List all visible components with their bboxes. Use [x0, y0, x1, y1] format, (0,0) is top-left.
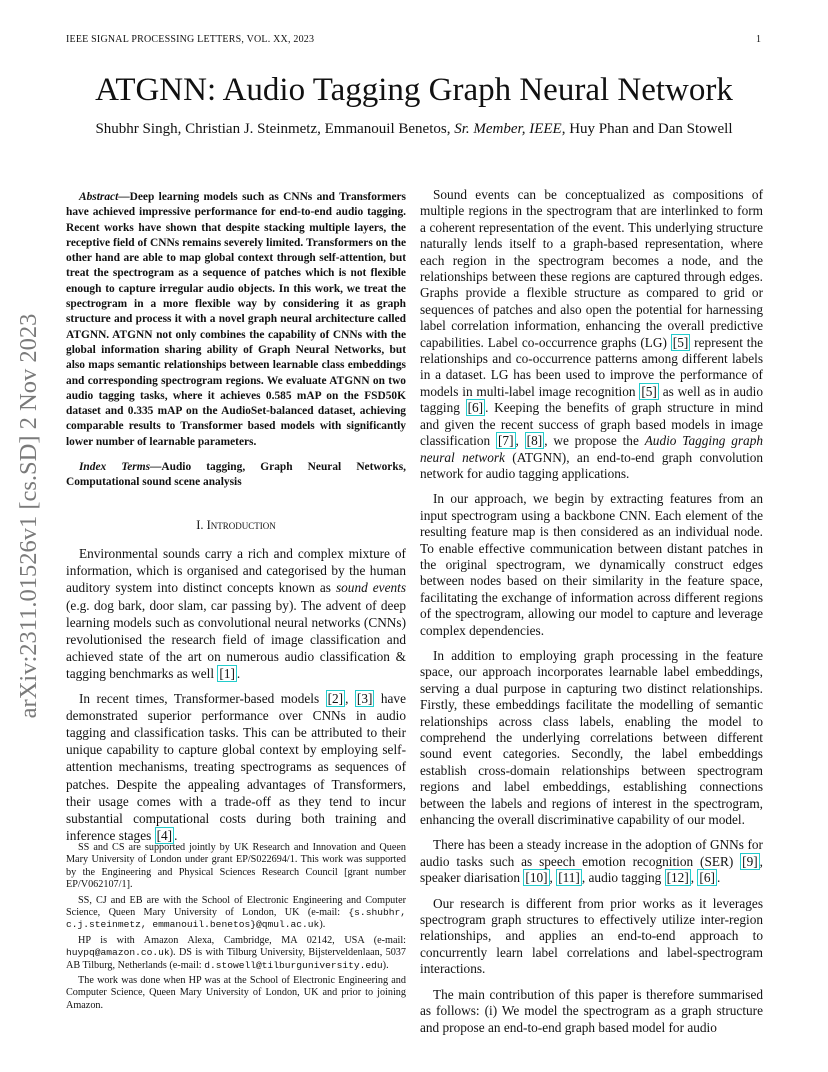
paragraph-text: , we propose the: [544, 433, 645, 449]
paragraph-text: have demonstrated superior performance over CNNs in audio tagging and classification tasks. This can be attributed to their unique capability to capture global context by employing self-attention mechanisms, treating spectrograms as sequences of patches. Despite the appealing advantages of Transformers, their usage comes with a trade-off as they tend to incur substantial computational costs during both training and inference stages: [66, 690, 406, 844]
paragraph: The main contribution of this paper is therefore summarised as follows: (i) We model the spectrogram as a graph structure and propose an end-to-end graph based model for audio: [420, 986, 763, 1035]
citation-link[interactable]: [2]: [327, 690, 344, 706]
paragraph-text: .: [236, 666, 241, 682]
citation-link[interactable]: [6]: [467, 400, 484, 416]
citation-link[interactable]: [6]: [699, 870, 715, 886]
authors-part-2: , Huy Phan and Dan Stowell: [561, 121, 733, 137]
citation-link[interactable]: [10]: [525, 870, 548, 886]
citation-link[interactable]: [7]: [498, 433, 514, 449]
abstract-label: Abstract: [79, 191, 119, 203]
footnote: SS and CS are supported jointly by UK Research and Innovation and Queen Mary University of London under grant EP/S022694/1. This work was supported by the Engineering and Physical Sciences Research Council [grant number EP/V062107/1].: [66, 842, 406, 891]
emphasis-text: sound events: [335, 580, 406, 596]
section-title: Introduction: [206, 518, 276, 532]
footnote: [66, 935, 406, 972]
paragraph: In our approach, we begin by extracting features from an input spectrogram using a backbone CNN. Each element of the resulting feature map is then considered as an individual node. To enable effective communication between distant patches in the original spectrogram, we dynamically construct edges between nodes based on their similarity in the feature space, facilitating the exchange of information across different regions of the spectrogram, allowing our model to capture and leverage complex dependencies.: [420, 491, 763, 638]
right-column-body: [420, 187, 763, 1045]
paragraph-text: Sound events can be conceptualized as compositions of multiple regions in the spectrogram that are interlinked to form a coherent representation of the event. This underlying structure naturally lends itself to a graph-based representation, where each region in the spectrogram becomes a node, and the relationships between these regions are captured through edges. Graphs provide a flexible structure as compared to grid or sequences of patches and also open the potential for harnessing label correlation information, enhancing the overall predictive capabilities. Label co-occurrence graphs (LG): [420, 187, 763, 350]
citation-link[interactable]: [11]: [558, 870, 580, 886]
footnote-text: SS, CJ and EB are with the School of Electronic Engineering and Computer Science, Queen Mary University of London, UK (e-mail:: [66, 894, 406, 919]
page-number: 1: [756, 34, 762, 45]
citation-link[interactable]: [3]: [356, 690, 373, 706]
email-link[interactable]: huypq@amazon.co.uk: [66, 947, 170, 959]
paragraph-text: ,: [549, 870, 557, 886]
email-link[interactable]: d.stowell@tilburguniversity.edu: [204, 959, 383, 971]
paragraph-text: , speaker diarisation: [420, 853, 763, 886]
paragraph-text: There has been a steady increase in the adoption of GNNs for audio tasks such as speech emotion recognition (SER): [420, 837, 763, 869]
citation-link[interactable]: [8]: [526, 433, 543, 449]
citation-link[interactable]: [4]: [156, 828, 173, 844]
paragraph-text: ,: [345, 690, 355, 706]
paragraph-text: ,: [690, 870, 698, 886]
abstract-text: —Deep learning models such as CNNs and Transformers have achieved impressive performance for end-to-end audio tagging. Recent works have shown that despite stacking multiple layers, the receptive field of CNNs remains severely limited. Transformers on the other hand are able to map global context through self-attention, but treat the spectrogram as a sequence of patches which is not flexible enough to capture irregular audio objects. In this work, we treat the spectrogram in a more flexible way by considering it as graph structure and process it with a novel graph neural architecture called ATGNN. ATGNN not only combines the capability of CNNs with the global information sharing ability of Graph Neural Networks, but also maps semantic relationships between learnable class embeddings and corresponding spectrogram regions. We evaluate ATGNN on two audio tagging tasks, where it achieves 0.585 mAP on the FSD50K dataset and 0.335 mAP on the AudioSet-balanced dataset, achieving comparable results to Transformer based models with significantly lower number of learnable parameters.: [66, 191, 406, 448]
paragraph-text: ,: [515, 433, 525, 449]
citation-link[interactable]: [9]: [742, 853, 758, 869]
paragraph-text: (e.g. dog bark, door slam, car passing by). The advent of deep learning models such as convolutional neural networks (CNNs) revolutionised the research field of image classification and achieved state of the art on numerous audio classification & tagging benchmarks as well: [66, 597, 406, 682]
paragraph-text: , audio tagging: [581, 870, 665, 886]
arxiv-stamp: [15, 288, 43, 743]
email-link[interactable]: {s.shubhr, c.j.steinmetz, emmanouil.benetos}@qmul.ac.uk: [66, 907, 406, 931]
paragraph-text: (ATGNN), an end-to-end graph convolution network for audio tagging applications.: [420, 449, 763, 481]
paragraph-text: represent the relationships and co-occurrence patterns among different labels in a dataset. LG has been used to improve the performance of models in multi-label image recognition: [420, 334, 763, 399]
citation-link[interactable]: [5]: [672, 334, 689, 350]
footnote: [66, 895, 406, 932]
index-terms-text: —Audio tagging, Graph Neural Networks, Computational sound scene analysis: [66, 461, 406, 489]
index-terms: [66, 460, 406, 491]
paragraph-text: Environmental sounds carry a rich and complex mixture of information, which is organised and categorised by the human auditory system into distinct concepts known as: [66, 546, 406, 596]
footnote-text: ). DS is with Tilburg University, Bijsterveldenlaan, 5037 AB Tilburg, Netherlands (e-mail:: [66, 947, 406, 971]
section-numeral: I.: [196, 518, 207, 532]
arxiv-identifier: arXiv:2311.01526v1 [cs.SD] 2 Nov 2023: [15, 313, 42, 718]
member-grade: Sr. Member, IEEE: [454, 121, 562, 137]
paragraph: [66, 545, 406, 683]
footnote-text: HP is with Amazon Alexa, Cambridge, MA 02142, USA (e-mail:: [78, 934, 406, 946]
paragraph: [420, 837, 763, 886]
paragraph-text: .: [716, 870, 721, 886]
paragraph-text: . Keeping the benefits of graph structure in mind and given the recent success of graph based models in image classification: [420, 400, 763, 449]
authors-part-1: Shubhr Singh, Christian J. Steinmetz, Emmanouil Benetos,: [95, 121, 455, 137]
left-column-body: [66, 545, 406, 844]
paragraph: Our research is different from prior works as it leverages spectrogram graph structures to effectively utilize inter-region relationships, and applies an end-to-end approach to concurrently learn label correlations and label-spectrogram interactions.: [420, 895, 763, 977]
section-heading: [66, 518, 406, 533]
footnote: The work was done when HP was at the School of Electronic Engineering and Computer Science, Queen Mary University of London, UK and prior to joining Amazon.: [66, 975, 406, 1011]
citation-link[interactable]: [5]: [641, 383, 657, 399]
index-terms-label: Index Terms: [79, 461, 151, 473]
footnotes: [66, 842, 406, 1015]
paragraph: In addition to employing graph processing in the feature space, our approach incorporates learnable label embeddings, serving a dual purpose in capturing two distinct relationships. Firstly, these embeddings facilitate the modelling of semantic relationships across class labels, enabling the model to comprehend the underlying correlations between different sound event categories. Secondly, the label embeddings establish cross-domain relationships between spectrogram regions and label embeddings, establishing connections between the labels and regions of interest in the spectrogram, enhancing the overall discriminative capability of our model.: [420, 647, 763, 828]
author-list: [0, 121, 828, 138]
abstract: [66, 190, 406, 450]
paragraph-text: .: [174, 828, 178, 844]
paragraph: [66, 690, 406, 845]
paragraph-text: as well as in audio tagging: [420, 383, 763, 416]
paper-title: ATGNN: Audio Tagging Graph Neural Network: [95, 72, 733, 108]
citation-link[interactable]: [12]: [666, 870, 689, 886]
footnote-text: ).: [382, 959, 389, 971]
running-header: IEEE SIGNAL PROCESSING LETTERS, VOL. XX, 2023: [66, 34, 315, 45]
emphasis-text: Audio Tagging graph neural network: [420, 433, 763, 465]
footnote-text: ).: [319, 919, 326, 931]
paragraph: [420, 187, 763, 482]
citation-link[interactable]: [1]: [219, 666, 235, 682]
paragraph-text: In recent times, Transformer-based models: [79, 690, 326, 706]
